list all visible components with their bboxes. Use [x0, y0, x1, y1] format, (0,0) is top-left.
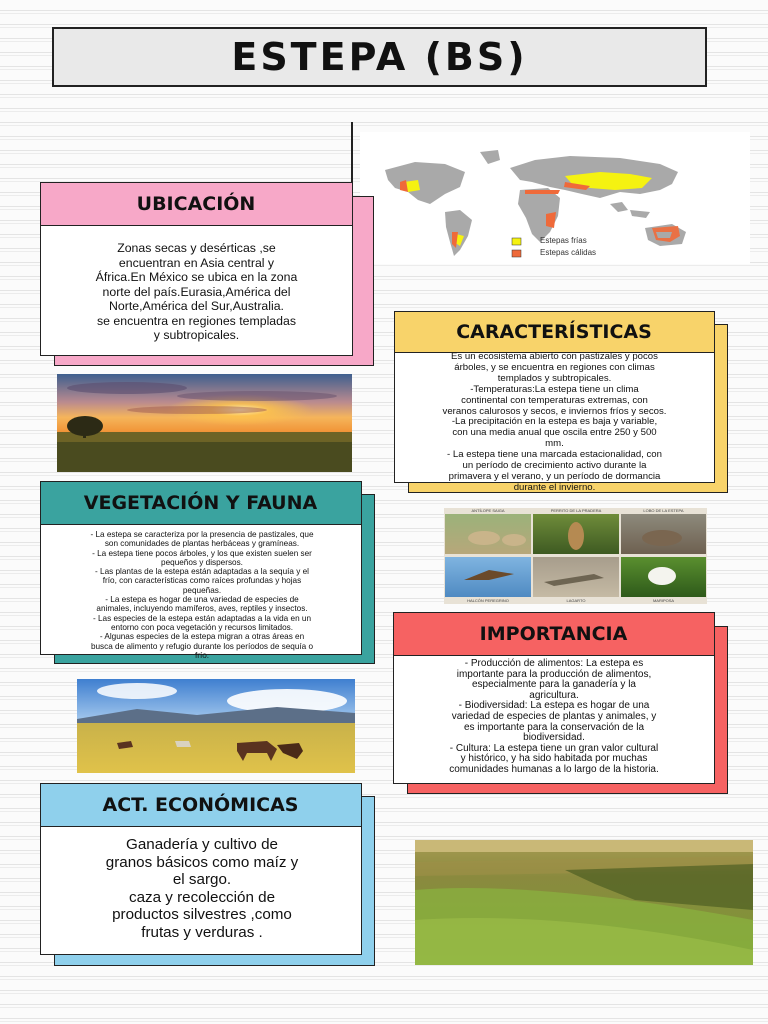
page-title: ESTEPA (BS): [231, 35, 528, 79]
importancia-heading: IMPORTANCIA: [393, 612, 715, 656]
caracteristicas-heading: CARACTERÍSTICAS: [394, 311, 715, 353]
grassland-photo: [415, 840, 753, 965]
act-heading: ACT. ECONÓMICAS: [40, 783, 362, 827]
world-map-image: [360, 132, 750, 264]
importancia-text: - Producción de alimentos: La estepa es importante para la producción de alimentos, especialmente para la ganadería y la agricultura. - Biodiversidad: La estepa es hogar de una variedad de especies de plantas y animales, y es importante para la conservación de la biodiversidad. - Cultura: La estepa tiene un gran valor cultural y histórico, y ha sido habitada por muchas comunidades humanas a lo largo de la historia.: [449, 658, 659, 775]
ubicacion-text: Zonas secas y desérticas ,se encuentran en Asia central y África.En México se ubica en la zona norte del país.Eurasia,América del Norte,América del Sur,Australia. se encuentra en regiones templadas y subtropicales.: [95, 241, 298, 342]
sunset-steppe-photo: [57, 374, 352, 472]
importancia-card: [393, 612, 715, 784]
title-box: [52, 27, 707, 87]
vegetacion-heading: VEGETACIÓN Y FAUNA: [40, 481, 362, 525]
act-text: Ganadería y cultivo de granos básicos como maíz y el sargo. caza y recolección de productos silvestres ,como frutas y verduras .: [105, 836, 299, 941]
caracteristicas-text: Es un ecosistema abierto con pastizales y pocos árboles, y se encuentra en regiones con climas templados y subtropicales. -Temperaturas:La estepa tiene un clima continental con temperaturas extremas, con veranos calurosos y secos, e inviernos fríos y secos. -La precipitación en la estepa es baja y variable, con una media anual que oscila entre 250 y 500 mm. - La estepa tiene una marcada estacionalidad, con un período de crecimiento activo durante la primavera y el verano, y un período de dormancia durante el invierno.: [442, 351, 667, 493]
act-card: [40, 783, 362, 955]
label-wolf: LOBO DE LA ESTEPA: [643, 508, 684, 513]
ubicacion-card: [40, 182, 353, 356]
label-butterfly: MARIPOSA: [652, 598, 675, 603]
label-saiga: ANTÍLOPE SAIGA: [471, 508, 505, 513]
vegetacion-card: [40, 481, 362, 660]
horses-steppe-photo: [77, 679, 355, 773]
fauna-collage: [444, 508, 707, 604]
label-lizard: LAGARTO: [566, 598, 586, 603]
legend-warm: Estepas cálidas: [540, 248, 597, 257]
ubicacion-heading: UBICACIÓN: [40, 182, 353, 226]
legend-cold: Estepas frías: [540, 236, 587, 245]
label-prairie-dog: PERRITO DE LA PRADERA: [550, 508, 602, 513]
vegetacion-text: - La estepa se caracteriza por la presencia de pastizales, que son comunidades de plantas herbáceas y gramíneas. - La estepa tiene pocos árboles, y los que existen suelen ser pequeños y dispersos. - Las plantas de la estepa están adaptadas a la sequía y el frío, con características como raíces profundas y hojas pequeñas. - La estepa es hogar de una variedad de especies de animales, incluyendo mamíferos, aves, reptiles y insectos. - Las especies de la estepa están adaptadas a la vida en un entorno con poca vegetación y recursos limitados. - Algunas especies de la estepa migran a otras áreas en busca de alimento y refugio durante los períodos de sequía o frío.: [90, 530, 314, 660]
label-falcon: HALCÓN PEREGRINO: [467, 598, 509, 603]
caracteristicas-card: [394, 311, 715, 493]
connector-line: [351, 122, 353, 184]
